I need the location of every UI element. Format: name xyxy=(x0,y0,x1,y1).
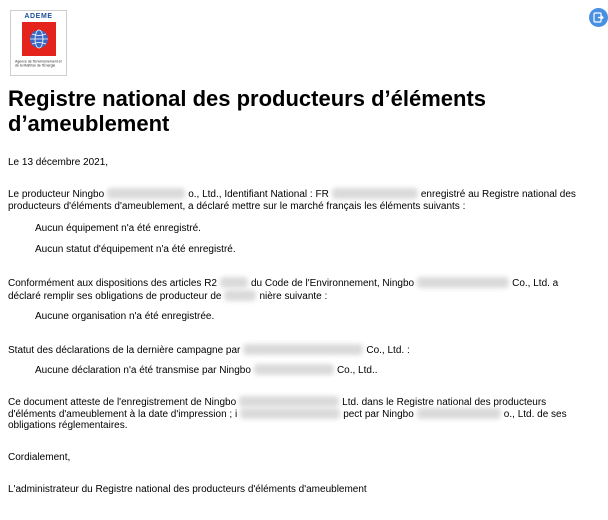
registration-text-a: Le producteur Ningbo xyxy=(8,189,105,200)
list-item: Aucun équipement n'a été enregistré. xyxy=(35,223,201,234)
attestation-text-b: Ltd. dans le Registre national des producteurs xyxy=(342,397,547,408)
compliance-text-c: Co., Ltd. a xyxy=(512,278,559,289)
attestation-text-e: o., Ltd. de ses xyxy=(503,409,567,420)
title-line-1: Registre national des producteurs d’éléments xyxy=(8,86,487,111)
widget-icon xyxy=(593,12,604,23)
redacted-text xyxy=(243,344,363,355)
declarations-text-a: Statut des déclarations de la dernière campagne par xyxy=(8,345,241,356)
redacted-text xyxy=(240,408,340,419)
title-line-2: d’ameublement xyxy=(8,111,170,136)
redacted-text xyxy=(332,188,418,199)
registration-text-c: enregistré au Registre national des xyxy=(420,189,576,200)
signature: L'administrateur du Registre national des producteurs d'éléments d'ameublement xyxy=(8,484,367,495)
ademe-logo xyxy=(10,10,67,76)
globe-icon xyxy=(22,22,56,56)
logo-tagline: Agence de l'Environnement et de la Maîtrise de l'Énergie xyxy=(15,60,62,68)
document-date: Le 13 décembre 2021, xyxy=(8,157,109,168)
compliance-text-d: déclaré remplir ses obligations de producteur de xyxy=(8,291,222,302)
declarations-text-b: Co., Ltd. : xyxy=(366,345,410,356)
redacted-text xyxy=(224,290,256,301)
registration-line-2: producteurs d'éléments d'ameublement, a déclaré mettre sur le marché français les éléments suivants : xyxy=(8,201,466,212)
registration-line-1 xyxy=(8,188,576,201)
compliance-text-e: nière suivante : xyxy=(259,291,328,302)
list-item: Aucune organisation n'a été enregistrée. xyxy=(35,311,215,322)
page-title xyxy=(8,86,486,136)
redacted-text xyxy=(417,277,509,288)
compliance-text-b: du Code de l'Environnement, Ningbo xyxy=(250,278,415,289)
compliance-line-1 xyxy=(8,277,558,290)
declaration-item-text-a: Aucune déclaration n'a été transmise par Ningbo xyxy=(35,365,251,376)
declaration-item-text-b: Co., Ltd.. xyxy=(336,365,378,376)
compliance-text-a: Conformément aux dispositions des articles R2 xyxy=(8,278,217,289)
floating-widget-button[interactable] xyxy=(589,8,608,27)
list-item: Aucun statut d'équipement n'a été enregistré. xyxy=(35,244,236,255)
registration-text-b: o., Ltd., Identifiant National : FR xyxy=(188,189,329,200)
attestation-text-a: Ce document atteste de l'enregistrement de Ningbo xyxy=(8,397,237,408)
redacted-text xyxy=(107,188,185,199)
list-item xyxy=(35,364,378,377)
redacted-text xyxy=(220,277,248,288)
redacted-text xyxy=(239,396,339,407)
logo-name: ADEME xyxy=(24,13,53,20)
closing: Cordialement, xyxy=(8,452,71,463)
redacted-text xyxy=(254,364,334,375)
attestation-text-d: pect par Ningbo xyxy=(343,409,414,420)
attestation-line-3: obligations réglementaires. xyxy=(8,420,128,431)
redacted-text xyxy=(417,408,501,419)
declarations-heading xyxy=(8,344,410,357)
attestation-text-c: d'éléments d'ameublement à la date d'impression ; i xyxy=(8,409,238,420)
compliance-line-2 xyxy=(8,290,327,303)
